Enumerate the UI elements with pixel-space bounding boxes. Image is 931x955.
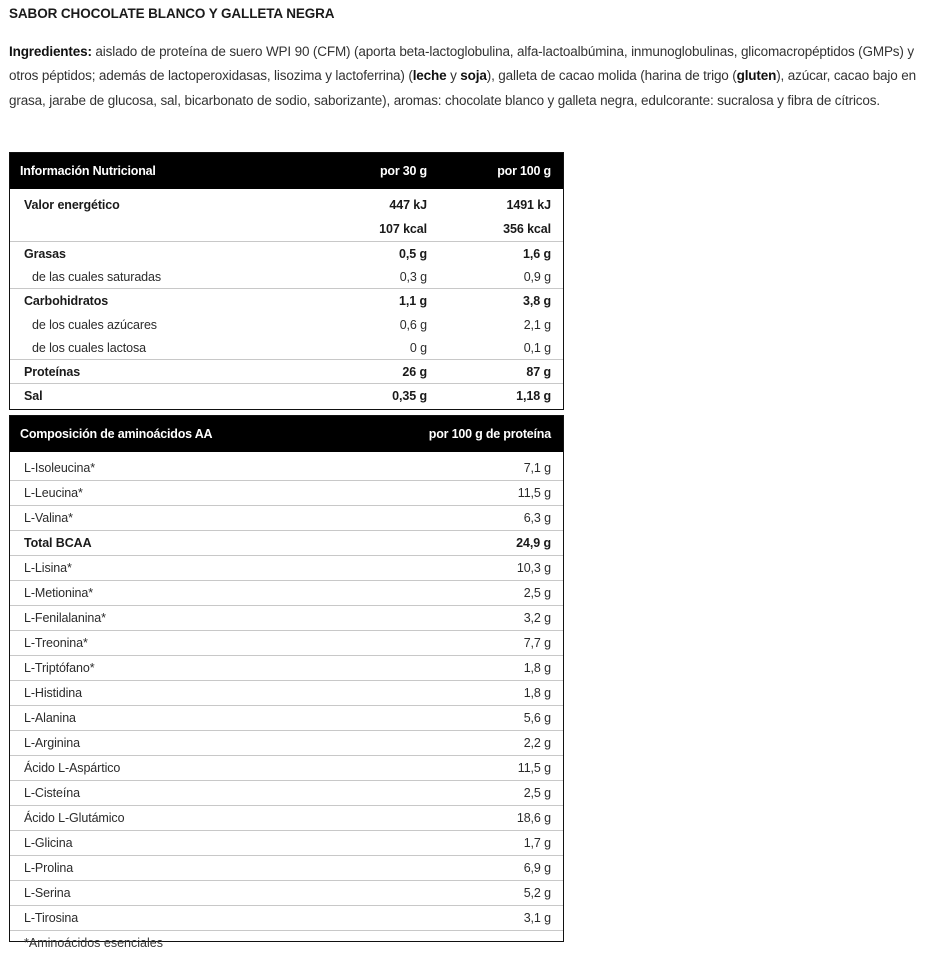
amino-table-header bbox=[10, 416, 563, 452]
amino-row-value: 1,8 g bbox=[523, 661, 551, 675]
amino-row bbox=[10, 555, 563, 580]
amino-row-value: 5,6 g bbox=[523, 711, 551, 725]
nutrition-row-label: de los cuales lactosa bbox=[32, 340, 146, 355]
amino-header-label: Composición de aminoácidos AA bbox=[20, 427, 213, 441]
allergen-leche: leche bbox=[412, 68, 447, 84]
amino-acid-table bbox=[9, 415, 564, 950]
allergen-gluten: gluten bbox=[736, 68, 777, 84]
nutrition-row-value-30g: 0,5 g bbox=[399, 246, 427, 261]
amino-header-col: por 100 g de proteína bbox=[428, 427, 551, 441]
amino-table-body bbox=[10, 452, 563, 955]
amino-row-label: L-Isoleucina* bbox=[24, 461, 95, 475]
nutrition-row-label: Carbohidratos bbox=[24, 294, 109, 308]
amino-row bbox=[10, 830, 563, 855]
amino-row-value: 3,2 g bbox=[523, 611, 551, 625]
amino-row bbox=[10, 905, 563, 930]
nutrition-header-label: Información Nutricional bbox=[20, 164, 156, 178]
amino-row-total-bcaa bbox=[10, 530, 563, 555]
amino-row bbox=[10, 505, 563, 530]
amino-row bbox=[10, 680, 563, 705]
amino-row-label: L-Glicina bbox=[24, 836, 73, 850]
nutrition-row-protein bbox=[10, 359, 563, 383]
amino-row-label: L-Fenilalanina* bbox=[24, 611, 106, 625]
nutrition-table bbox=[9, 152, 564, 410]
nutrition-row-fat bbox=[10, 241, 563, 265]
nutrition-row-value-30g: 0,3 g bbox=[399, 269, 427, 284]
amino-row-value: 2,5 g bbox=[523, 586, 551, 600]
nutrition-row-label: Grasas bbox=[24, 246, 66, 261]
amino-row-value: 2,2 g bbox=[523, 736, 551, 750]
nutrition-header-col2: por 100 g bbox=[497, 164, 551, 178]
nutrition-row-lactose bbox=[10, 336, 563, 359]
ingredients-text-4: ), azúcar, cacao bajo en grasa, jarabe de glucosa, sal, bicarbonato de sodio, saborizante), aromas: chocolate blanco y galleta negra, edulcorante: sucralosa y fibra de cítricos. bbox=[9, 68, 916, 108]
amino-row-label: L-Arginina bbox=[24, 736, 80, 750]
amino-row-label: L-Tirosina bbox=[24, 911, 79, 925]
nutrition-row-label: Proteínas bbox=[24, 364, 81, 379]
amino-row-label: Ácido L-Aspártico bbox=[24, 761, 121, 775]
nutrition-row-value-30g: 0 g bbox=[409, 340, 427, 355]
ingredients-text-2: y bbox=[446, 68, 461, 84]
amino-row bbox=[10, 755, 563, 780]
ingredients-text-3: ), galleta de cacao molida (harina de trigo ( bbox=[486, 68, 737, 84]
ingredients-paragraph bbox=[9, 40, 927, 113]
nutrition-row-value-30g: 0,6 g bbox=[399, 317, 427, 332]
amino-row-label: L-Cisteína bbox=[24, 786, 80, 800]
nutrition-row-value-30g: 107 kcal bbox=[379, 222, 427, 236]
amino-row-value: 18,6 g bbox=[516, 811, 551, 825]
amino-row-value: 5,2 g bbox=[523, 886, 551, 900]
amino-row-value: 7,1 g bbox=[523, 461, 551, 475]
amino-footnote: *Aminoácidos esenciales bbox=[10, 930, 563, 955]
nutrition-header-col1: por 30 g bbox=[379, 164, 427, 178]
amino-row-label: Total BCAA bbox=[24, 536, 92, 550]
nutrition-row-saturated bbox=[10, 265, 563, 288]
nutrition-row-value-100g: 1,6 g bbox=[523, 246, 551, 261]
nutrition-row-value-100g: 356 kcal bbox=[503, 222, 551, 236]
nutrition-row-label: Valor energético bbox=[24, 198, 120, 212]
nutrition-table-header bbox=[10, 153, 563, 189]
amino-row-value: 6,3 g bbox=[523, 511, 551, 525]
amino-row-value: 2,5 g bbox=[523, 786, 551, 800]
ingredients-label: Ingredientes: bbox=[9, 44, 92, 59]
nutrition-row-label: de las cuales saturadas bbox=[32, 269, 162, 284]
amino-row bbox=[10, 780, 563, 805]
amino-row-label: L-Triptófano* bbox=[24, 661, 95, 675]
amino-row bbox=[10, 880, 563, 905]
nutrition-row-value-100g: 2,1 g bbox=[523, 317, 551, 332]
amino-row bbox=[10, 805, 563, 830]
amino-row-label: L-Serina bbox=[24, 886, 71, 900]
nutrition-row-value-30g: 26 g bbox=[402, 364, 427, 379]
amino-row-value: 11,5 g bbox=[517, 486, 551, 500]
amino-row bbox=[10, 580, 563, 605]
nutrition-row-label: de los cuales azúcares bbox=[32, 317, 157, 332]
nutrition-row-value-100g: 87 g bbox=[526, 364, 551, 379]
amino-row bbox=[10, 655, 563, 680]
nutrition-row-value-100g: 0,1 g bbox=[523, 340, 551, 355]
amino-row-value: 3,1 g bbox=[523, 911, 551, 925]
nutrition-row-value-100g: 1,18 g bbox=[516, 389, 551, 403]
amino-row-label: L-Histidina bbox=[24, 686, 82, 700]
amino-row bbox=[10, 855, 563, 880]
nutrition-row-value-30g: 0,35 g bbox=[392, 389, 427, 403]
nutrition-row-value-100g: 1491 kJ bbox=[506, 198, 551, 212]
page-title: SABOR CHOCOLATE BLANCO Y GALLETA NEGRA bbox=[9, 6, 335, 21]
nutrition-row-value-30g: 447 kJ bbox=[389, 198, 427, 212]
amino-row bbox=[10, 480, 563, 505]
allergen-soja: soja bbox=[460, 68, 487, 84]
amino-row bbox=[10, 730, 563, 755]
amino-row-label: L-Alanina bbox=[24, 711, 76, 725]
ingredients-text-1: aislado de proteína de suero WPI 90 (CFM) (aporta beta-lactoglobulina, alfa-lactoalbúmina, inmunoglobulinas, glicomacropéptidos (GMPs) y otros péptidos; además de lactoperoxidasas, lisozima y lactoferrina) ( bbox=[9, 44, 914, 84]
nutrition-row-value-100g: 3,8 g bbox=[523, 294, 551, 308]
amino-row-label: Ácido L-Glutámico bbox=[24, 811, 125, 825]
amino-row-label: L-Lisina* bbox=[24, 561, 72, 575]
amino-row-value: 1,7 g bbox=[523, 836, 551, 850]
amino-row-value: 11,5 g bbox=[517, 761, 551, 775]
amino-row-value: 24,9 g bbox=[516, 536, 551, 550]
nutrition-row-label: Sal bbox=[24, 389, 43, 403]
amino-row-label: L-Leucina* bbox=[24, 486, 83, 500]
nutrition-row-carbs bbox=[10, 288, 563, 313]
nutrition-row-energy-kcal bbox=[10, 217, 563, 241]
amino-row-label: L-Prolina bbox=[24, 861, 74, 875]
nutrition-row-value-100g: 0,9 g bbox=[523, 269, 551, 284]
amino-row bbox=[10, 605, 563, 630]
amino-row bbox=[10, 705, 563, 730]
amino-row-value: 1,8 g bbox=[523, 686, 551, 700]
nutrition-row-value-30g: 1,1 g bbox=[399, 294, 427, 308]
nutrition-row-sugars bbox=[10, 313, 563, 336]
amino-row-value: 7,7 g bbox=[523, 636, 551, 650]
nutrition-row-energy-kj bbox=[10, 193, 563, 217]
amino-row-label: L-Treonina* bbox=[24, 636, 88, 650]
amino-row-label: L-Valina* bbox=[24, 511, 73, 525]
amino-row-value: 10,3 g bbox=[516, 561, 551, 575]
amino-row bbox=[10, 630, 563, 655]
amino-row-value: 6,9 g bbox=[523, 861, 551, 875]
amino-row bbox=[10, 456, 563, 480]
amino-row-label: L-Metionina* bbox=[24, 586, 93, 600]
nutrition-row-salt bbox=[10, 383, 563, 408]
